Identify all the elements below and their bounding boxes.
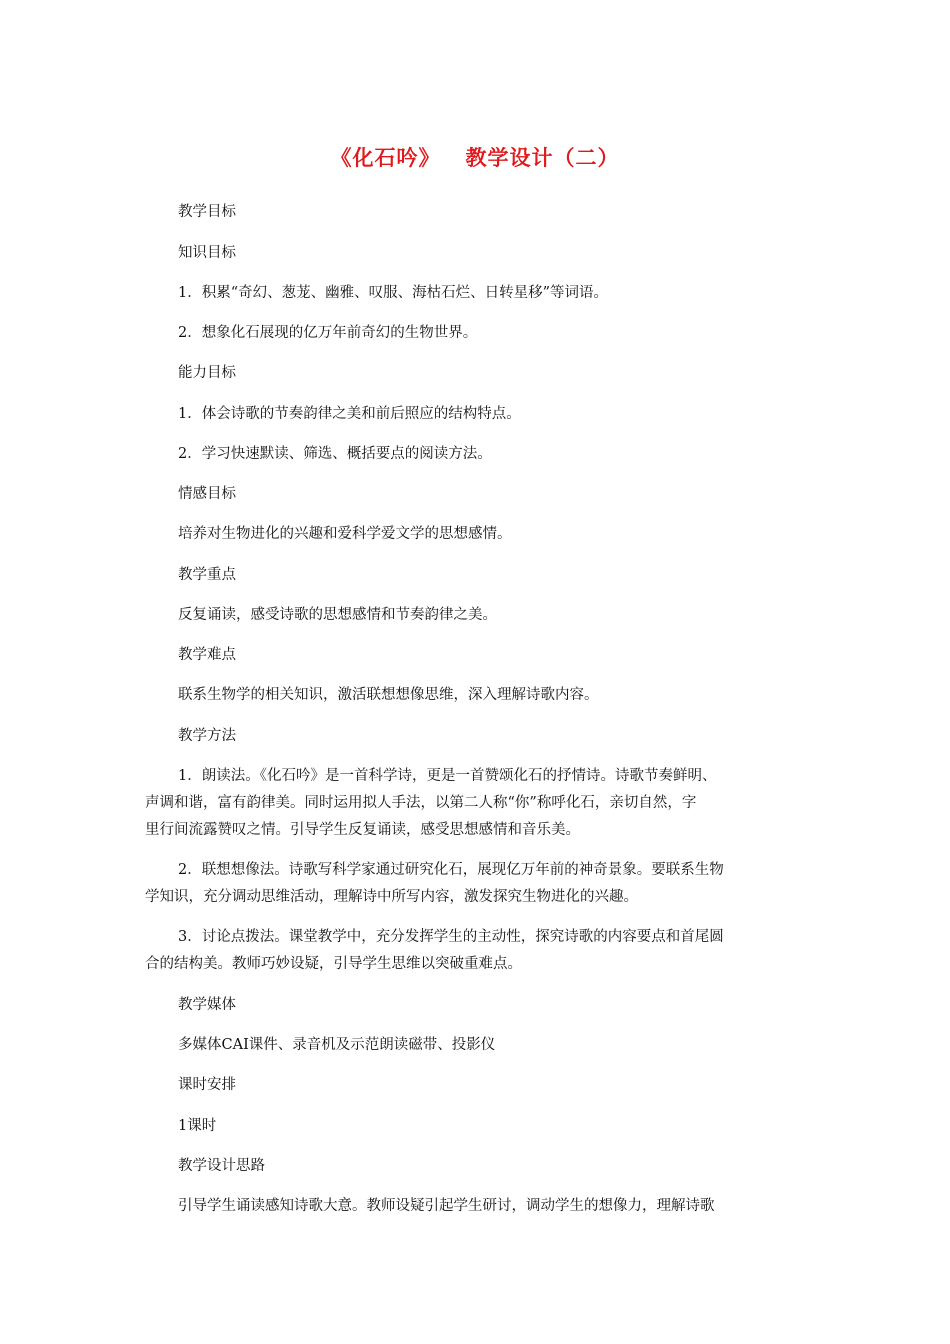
paragraph-line: 2．想象化石展现的亿万年前奇幻的生物世界。: [178, 325, 478, 341]
heading-ability-goals: 能力目标: [178, 365, 236, 381]
paragraph-line: 学知识，充分调动思维活动，理解诗中所写内容，激发探究生物进化的兴趣。: [145, 889, 638, 905]
paragraph-line: 2．学习快速默读、筛选、概括要点的阅读方法。: [178, 446, 492, 462]
paragraph-line: 1．体会诗歌的节奏韵律之美和前后照应的结构特点。: [178, 406, 521, 422]
heading-teaching-methods: 教学方法: [178, 728, 236, 744]
paragraph-line: 反复诵读，感受诗歌的思想感情和节奏韵律之美。: [178, 607, 497, 623]
paragraph-line: 声调和谐，富有韵律美。同时运用拟人手法，以第二人称“你”称呼化石，亲切自然，字: [145, 795, 697, 811]
paragraph-line: 引导学生诵读感知诗歌大意。教师设疑引起学生研讨，调动学生的想像力，理解诗歌: [178, 1198, 715, 1214]
paragraph-line: 2．联想想像法。诗歌写科学家通过研究化石，展现亿万年前的神奇景象。要联系生物: [178, 862, 724, 878]
heading-key-points: 教学重点: [178, 567, 236, 583]
paragraph-line: 1．朗读法。《化石吟》是一首科学诗，更是一首赞颂化石的抒情诗。诗歌节奏鲜明、: [178, 768, 717, 784]
paragraph-line: 培养对生物进化的兴趣和爱科学爱文学的思想感情。: [178, 526, 512, 542]
paragraph-line: 3．讨论点拨法。课堂教学中，充分发挥学生的主动性，探究诗歌的内容要点和首尾圆: [178, 929, 724, 945]
heading-difficulties: 教学难点: [178, 647, 236, 663]
heading-emotion-goals: 情感目标: [178, 486, 236, 502]
paragraph-line: 里行间流露赞叹之情。引导学生反复诵读，感受思想感情和音乐美。: [145, 822, 580, 838]
paragraph-line: 1课时: [178, 1118, 217, 1134]
paragraph-line: 联系生物学的相关知识，激活联想想像思维，深入理解诗歌内容。: [178, 687, 599, 703]
heading-teaching-goals: 教学目标: [178, 204, 236, 220]
paragraph-line: 多媒体CAI课件、录音机及示范朗读磁带、投影仪: [178, 1037, 496, 1053]
heading-schedule: 课时安排: [178, 1077, 236, 1093]
paragraph-line: 合的结构美。教师巧妙设疑，引导学生思维以突破重难点。: [145, 956, 522, 972]
heading-knowledge-goals: 知识目标: [178, 245, 236, 261]
paragraph-line: 1．积累“奇幻、葱茏、幽雅、叹服、海枯石烂、日转星移”等词语。: [178, 285, 609, 301]
heading-design-ideas: 教学设计思路: [178, 1158, 265, 1174]
heading-teaching-media: 教学媒体: [178, 997, 236, 1013]
document-title: 《化石吟》 教学设计（二）: [330, 146, 620, 170]
